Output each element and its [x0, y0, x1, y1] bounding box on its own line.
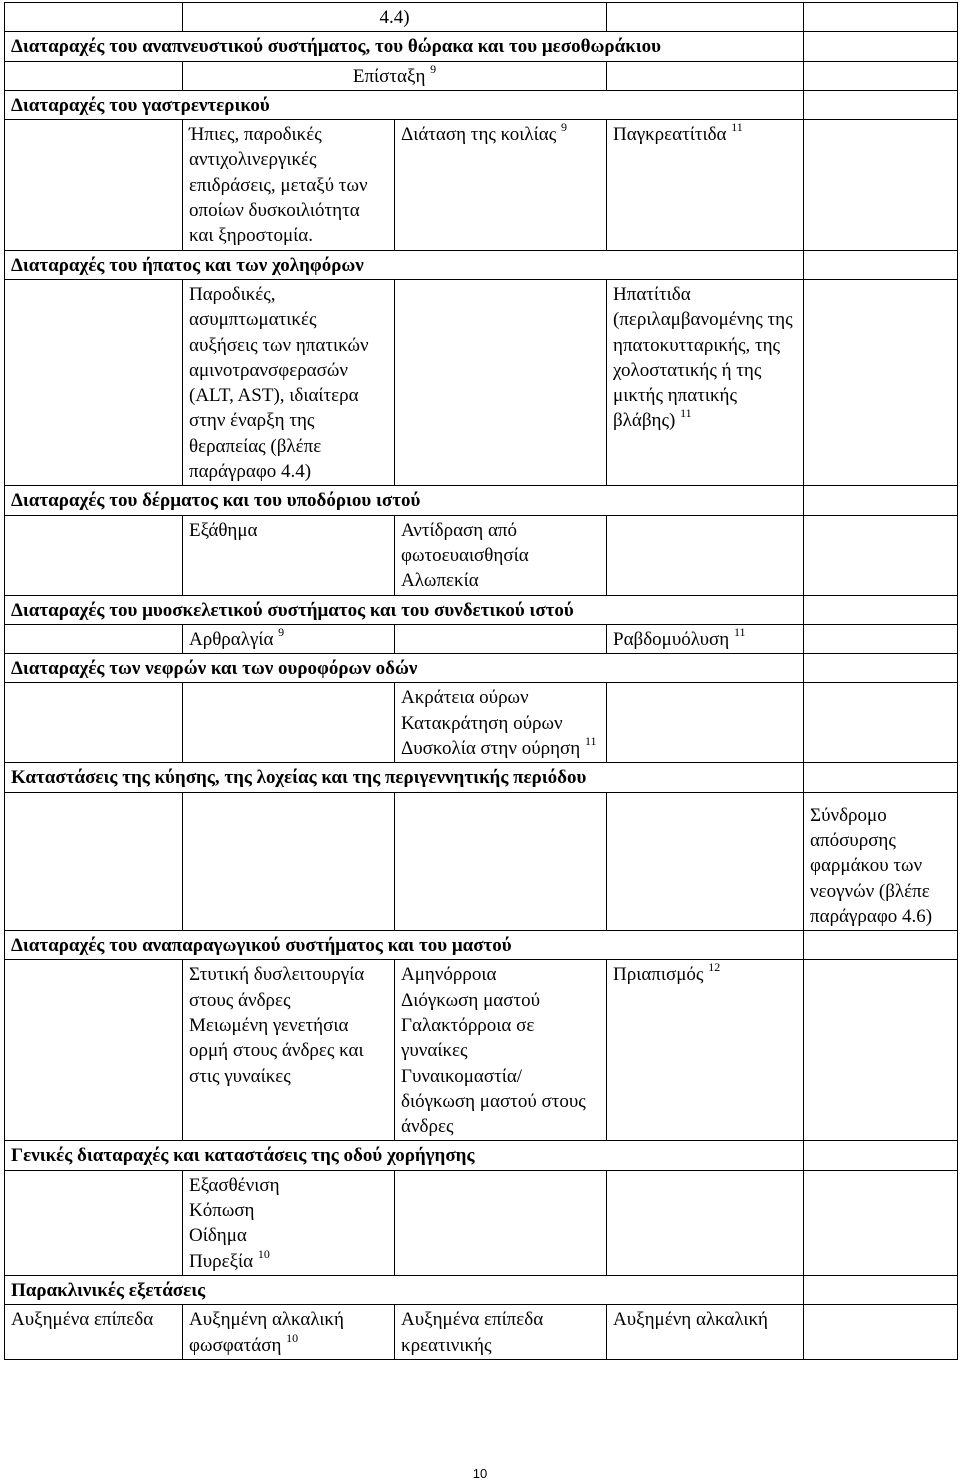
footnote-ref: 9 — [278, 624, 285, 639]
section-heading-reproductive: Διαταραχές του αναπαραγωγικού συστήματος και του μαστού — [5, 931, 804, 960]
epistaxis-text: Επίσταξη — [352, 65, 426, 87]
table-row — [5, 515, 958, 595]
footnote-ref: 11 — [731, 120, 743, 135]
empty-cell — [804, 1170, 958, 1275]
footnote-ref: 9 — [430, 61, 437, 76]
table-row — [5, 32, 958, 61]
gi-common-cell: Ήπιες, παροδικές αντιχολινεργικές επιδράσεις, μεταξύ των οποίων δυσκοιλιότητα και ξηροστομία. — [183, 120, 395, 250]
empty-cell — [395, 1170, 607, 1275]
general-common-cell: Εξασθένιση Κόπωση Οίδημα Πυρεξία $^{10}$ — [183, 1170, 395, 1275]
empty-cell — [804, 120, 958, 250]
hep-rare-cell: Ηπατίτιδα (περιλαμβανομένης της ηπατοκυτταρικής, της χολοστατικής ή της μικτής ηπατικής βλάβης) $^{11}$ — [607, 279, 804, 485]
table-row — [5, 931, 958, 960]
table-row — [5, 279, 958, 485]
section-heading-respiratory: Διαταραχές του αναπνευστικού συστήματος, του θώρακα και του μεσοθωράκιου — [5, 32, 804, 61]
gi-uncommon-cell: Διάταση της κοιλίας $^9$ — [395, 120, 607, 250]
empty-cell — [804, 1305, 958, 1360]
preg-unknown-cell: Σύνδρομο απόσυρσης φαρμάκου των νεογνών (βλέπε παράγραφο 4.6) — [804, 792, 958, 930]
footnote-ref: 12 — [708, 960, 721, 975]
inv-very-common-cell: Αυξημένα επίπεδα — [5, 1305, 183, 1360]
empty-cell — [607, 515, 804, 595]
empty-cell — [5, 960, 183, 1141]
table-row — [5, 486, 958, 515]
section-heading-musculoskeletal: Διαταραχές του μυοσκελετικού συστήματος και του συνδετικού ιστού — [5, 595, 804, 624]
empty-cell — [607, 3, 804, 32]
footnote-ref: 11 — [733, 624, 746, 639]
empty-cell — [804, 683, 958, 763]
empty-cell — [804, 515, 958, 595]
empty-cell — [804, 624, 958, 653]
footnote-ref: 11 — [584, 734, 597, 749]
section-heading-hepatobiliary: Διαταραχές του ήπατος και των χοληφόρων — [5, 250, 804, 279]
continuation-ref: 4.4) — [183, 3, 607, 32]
section-heading-skin: Διαταραχές του δέρματος και του υποδόριου ιστού — [5, 486, 804, 515]
footnote-ref: 11 — [680, 406, 692, 421]
empty-cell — [395, 624, 607, 653]
empty-cell — [804, 486, 958, 515]
empty-cell — [804, 595, 958, 624]
renal-uncommon-cell: Ακράτεια ούρων Κατακράτηση ούρων Δυσκολία στην ούρηση $^{11}$ — [395, 683, 607, 763]
skin-uncommon-cell: Αντίδραση από φωτοευαισθησία Αλωπεκία — [395, 515, 607, 595]
respiratory-cell — [183, 61, 607, 90]
msk-rare-cell: Ραβδομυόλυση $^{11}$ — [607, 624, 804, 653]
section-heading-investigations: Παρακλινικές εξετάσεις — [5, 1275, 804, 1304]
footnote-ref: 10 — [257, 1246, 270, 1261]
empty-cell — [395, 792, 607, 930]
skin-common-cell: Εξάθημα — [183, 515, 395, 595]
table-row — [5, 1170, 958, 1275]
table-row — [5, 3, 958, 32]
table-row — [5, 654, 958, 683]
empty-cell — [5, 792, 183, 930]
empty-cell — [804, 763, 958, 792]
table-row — [5, 120, 958, 250]
empty-cell — [5, 624, 183, 653]
empty-cell — [183, 792, 395, 930]
empty-cell — [5, 683, 183, 763]
adverse-reactions-table — [4, 2, 958, 1360]
table-row — [5, 595, 958, 624]
empty-cell — [804, 1275, 958, 1304]
section-heading-gi: Διαταραχές του γαστρεντερικού — [5, 90, 804, 119]
empty-cell — [804, 250, 958, 279]
table-row — [5, 960, 958, 1141]
repro-rare-cell: Πριαπισμός $^{12}$ — [607, 960, 804, 1141]
inv-rare-cell: Αυξημένη αλκαλική — [607, 1305, 804, 1360]
table-row — [5, 792, 958, 930]
empty-cell — [804, 3, 958, 32]
table-row — [5, 1141, 958, 1170]
table-row — [5, 1305, 958, 1360]
inv-uncommon-cell: Αυξημένα επίπεδα κρεατινικής — [395, 1305, 607, 1360]
repro-common-cell: Στυτική δυσλειτουργία στους άνδρες Μειωμένη γενετήσια ορμή στους άνδρες και στις γυναίκες — [183, 960, 395, 1141]
footnote-ref: 10 — [286, 1330, 299, 1345]
msk-common-cell: Αρθραλγία $^9$ — [183, 624, 395, 653]
section-heading-general: Γενικές διαταραχές και καταστάσεις της οδού χορήγησης — [5, 1141, 804, 1170]
empty-cell — [804, 931, 958, 960]
empty-cell — [804, 1141, 958, 1170]
repro-uncommon-cell: Αμηνόρροια Διόγκωση μαστού Γαλακτόρροια σε γυναίκες Γυναικομαστία/ διόγκωση μαστού στους άνδρες — [395, 960, 607, 1141]
empty-cell — [804, 960, 958, 1141]
empty-cell — [183, 683, 395, 763]
inv-common-cell: Αυξημένη αλκαλική φωσφατάση $^{10}$ — [183, 1305, 395, 1360]
table-row — [5, 624, 958, 653]
empty-cell — [5, 61, 183, 90]
page-number: 10 — [472, 1466, 488, 1481]
empty-cell — [395, 279, 607, 485]
empty-cell — [607, 1170, 804, 1275]
table-row — [5, 61, 958, 90]
empty-cell — [804, 90, 958, 119]
empty-cell — [804, 32, 958, 61]
empty-cell — [607, 683, 804, 763]
empty-cell — [804, 61, 958, 90]
gi-rare-cell: Παγκρεατίτιδα $^{11}$ — [607, 120, 804, 250]
empty-cell — [5, 279, 183, 485]
table-row — [5, 763, 958, 792]
empty-cell — [5, 515, 183, 595]
table-row — [5, 683, 958, 763]
empty-cell — [607, 61, 804, 90]
table-row — [5, 90, 958, 119]
hep-common-cell: Παροδικές, ασυμπτωματικές αυξήσεις των ηπατικών αμινοτρανσφερασών (ALT, AST), ιδιαίτερα στην έναρξη της θεραπείας (βλέπε παράγραφο 4.4) — [183, 279, 395, 485]
table-row — [5, 250, 958, 279]
footnote-ref: 9 — [560, 120, 567, 135]
empty-cell — [804, 279, 958, 485]
empty-cell — [804, 654, 958, 683]
empty-cell — [607, 792, 804, 930]
table-row — [5, 1275, 958, 1304]
empty-cell — [5, 1170, 183, 1275]
empty-cell — [5, 120, 183, 250]
section-heading-renal: Διαταραχές των νεφρών και των ουροφόρων οδών — [5, 654, 804, 683]
section-heading-pregnancy: Καταστάσεις της κύησης, της λοχείας και της περιγεννητικής περιόδου — [5, 763, 804, 792]
empty-cell — [5, 3, 183, 32]
